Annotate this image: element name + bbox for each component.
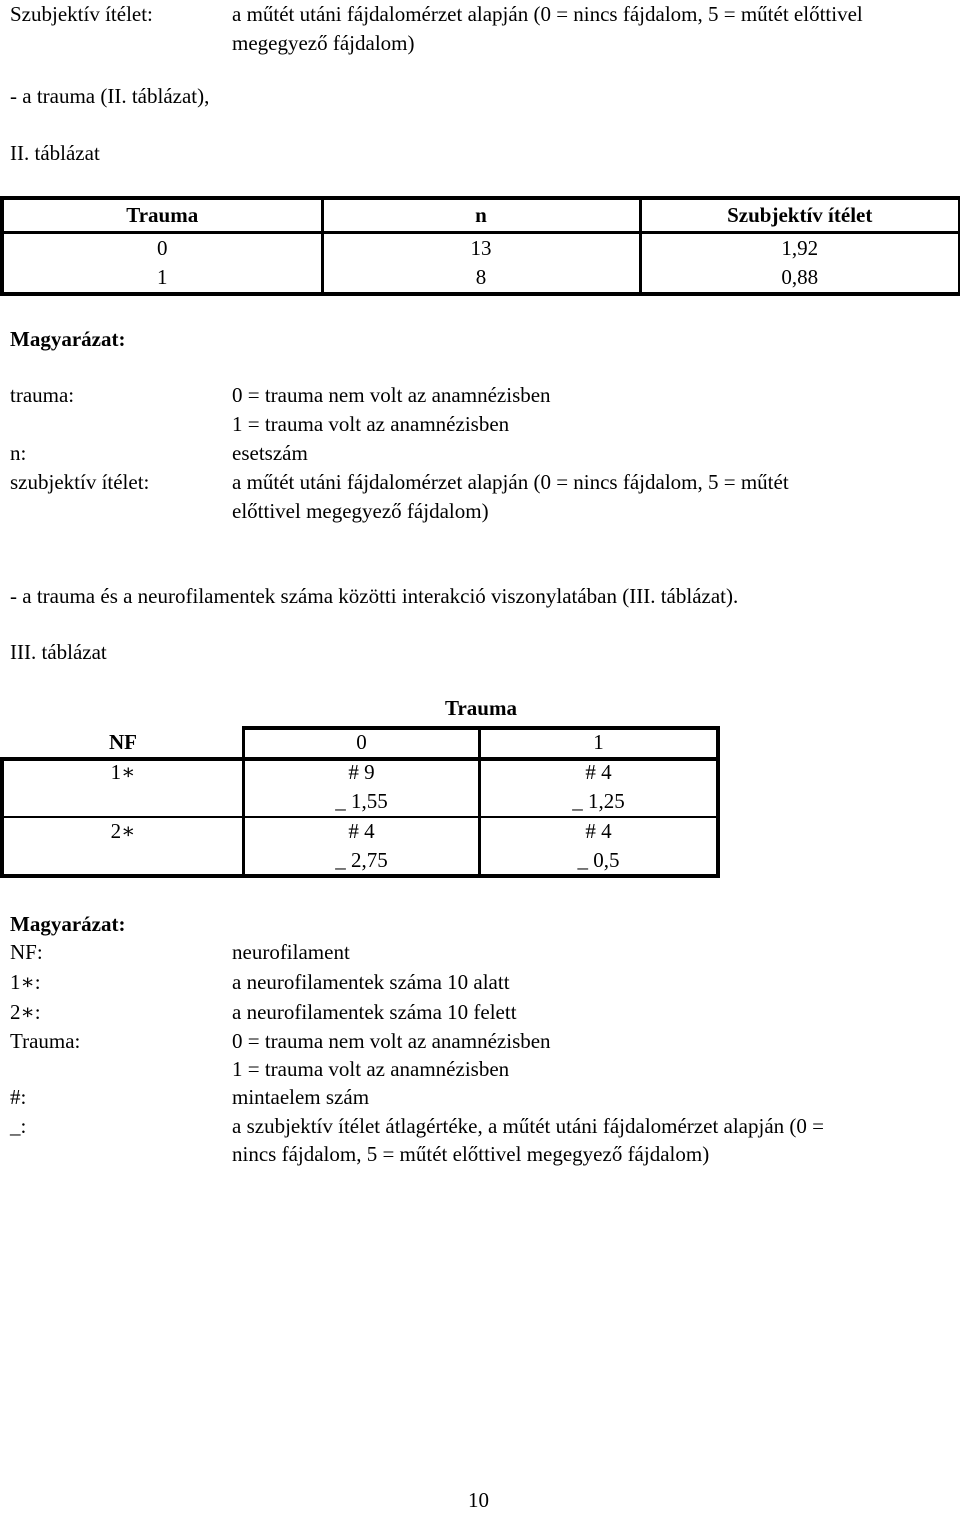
page-number: 10: [468, 1488, 489, 1512]
bullet-interaction: - a trauma és a neurofilamentek száma közötti interakció viszonylatában (III. táblázat).: [10, 584, 739, 608]
legend1-heading: Magyarázat:: [10, 327, 126, 351]
table3-row-header: NF: [109, 730, 137, 754]
table2-caption: II. táblázat: [10, 141, 100, 165]
table-cell: [481, 758, 716, 816]
legend2-line: a neurofilamentek száma 10 alatt: [232, 970, 510, 994]
legend2-line: mintaelem szám: [232, 1085, 370, 1109]
table-3: [0, 726, 720, 878]
legend2-term: 1∗:: [10, 970, 41, 994]
table-cell: 0,88: [640, 263, 960, 294]
table-cell: 13: [322, 233, 640, 264]
mean-value: _ 0,5: [577, 848, 620, 872]
top-definition-text: a műtét utáni fájdalomérzet alapján (0 = nincs fájdalom, 5 = műtét előttivel megegyező fájdalom): [232, 2, 863, 55]
table-cell: 1,92: [640, 233, 960, 264]
legend2-line: a szubjektív ítélet átlagértéke, a műtét utáni fájdalomérzet alapján (0 =: [232, 1114, 824, 1138]
legend2-term: 2∗:: [10, 1000, 41, 1024]
table-cell: [245, 758, 478, 816]
legend1-line: 0 = trauma nem volt az anamnézisben: [232, 383, 551, 407]
table2-header-row: [2, 198, 960, 233]
mean-value: _ 1,55: [335, 789, 388, 813]
legend2-heading: Magyarázat:: [10, 912, 126, 936]
table-2: [0, 196, 960, 296]
sample-count: # 4: [585, 760, 612, 784]
table3-group-header: Trauma: [445, 696, 517, 720]
legend2-line: 1 = trauma volt az anamnézisben: [232, 1057, 510, 1081]
table-cell: 8: [322, 263, 640, 294]
table3-row-label: 1∗: [110, 760, 136, 784]
legend2-term: _:: [10, 1114, 27, 1138]
legend2-line: 0 = trauma nem volt az anamnézisben: [232, 1029, 551, 1053]
table-cell: [245, 817, 478, 875]
legend2-term: Trauma:: [10, 1029, 81, 1053]
legend1-term: szubjektív ítélet:: [10, 470, 150, 494]
legend1-term: trauma:: [10, 383, 75, 407]
table-row: [2, 233, 960, 264]
mean-value: _ 1,25: [572, 789, 625, 813]
table3-column-header: 0: [356, 730, 367, 754]
legend1-line: 1 = trauma volt az anamnézisben: [232, 412, 510, 436]
top-definition-term: Szubjektív ítélet:: [10, 2, 153, 26]
sample-count: # 4: [585, 819, 612, 843]
sample-count: # 9: [348, 760, 375, 784]
table-cell: [481, 817, 716, 875]
legend2-term: NF:: [10, 940, 43, 964]
bullet-trauma: - a trauma (II. táblázat),: [10, 84, 210, 108]
table-cell: 0: [2, 233, 322, 264]
table-row: [2, 263, 960, 294]
legend1-line: előttivel megegyező fájdalom): [232, 499, 489, 523]
table3-rule: [716, 726, 720, 878]
table2-header-judgement: Szubjektív ítélet: [640, 198, 960, 233]
legend2-line: nincs fájdalom, 5 = műtét előttivel megegyező fájdalom): [232, 1142, 710, 1166]
table-cell: 1: [2, 263, 322, 294]
table3-column-header: 1: [593, 730, 604, 754]
legend1-line: esetszám: [232, 441, 308, 465]
table3-caption: III. táblázat: [10, 640, 107, 664]
table2-header-trauma: Trauma: [2, 198, 322, 233]
sample-count: # 4: [348, 819, 375, 843]
table2-header-n: n: [322, 198, 640, 233]
legend1-line: a műtét utáni fájdalomérzet alapján (0 = nincs fájdalom, 5 = műtét: [232, 470, 789, 494]
legend1-term: n:: [10, 441, 27, 465]
mean-value: _ 2,75: [335, 848, 388, 872]
legend2-line: neurofilament: [232, 940, 350, 964]
legend2-term: #:: [10, 1085, 27, 1109]
table3-row-label: 2∗: [110, 819, 136, 843]
legend2-line: a neurofilamentek száma 10 felett: [232, 1000, 517, 1024]
